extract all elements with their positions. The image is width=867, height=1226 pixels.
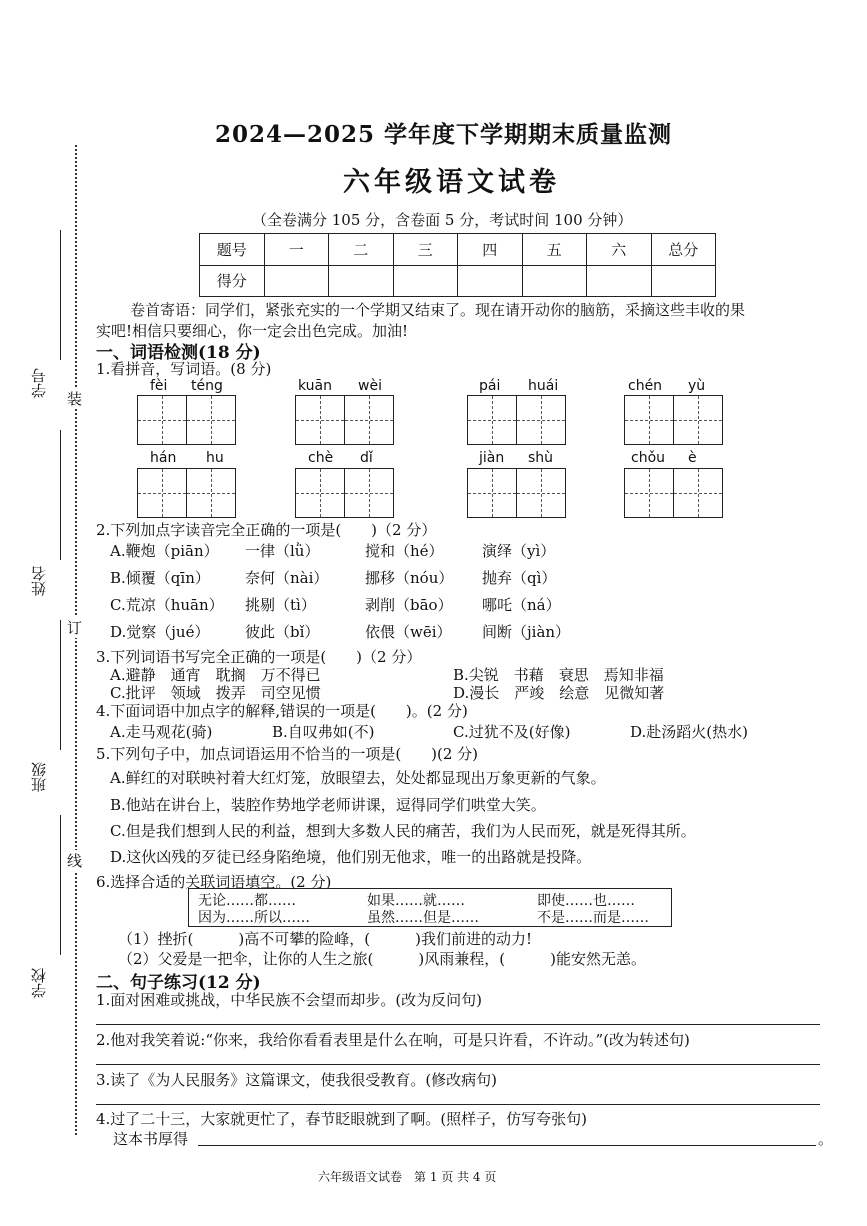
writing-grid[interactable] bbox=[295, 395, 392, 445]
q5-option: C.但是我们想到人民的利益，想到大多数人民的痛苦，我们为人民而死，就是死得其所。 bbox=[110, 822, 696, 840]
pinyin: dǐ bbox=[360, 450, 373, 466]
binding-mark-ding: 订 bbox=[67, 619, 83, 637]
score-input-cell[interactable] bbox=[458, 265, 523, 297]
pinyin: hán bbox=[150, 450, 177, 466]
exam-note: （全卷满分 105 分，含卷面 5 分，考试时间 100 分钟） bbox=[252, 211, 633, 229]
score-input-cell[interactable] bbox=[651, 265, 716, 297]
section1-heading: 一、词语检测(18 分) bbox=[96, 343, 261, 363]
pinyin: huái bbox=[528, 378, 559, 394]
intro-line-1: 卷首寄语：同学们，紧张充实的一个学期又结束了。现在请开动你的脑筋，采摘这些丰收的果 bbox=[130, 301, 746, 319]
pinyin: yù bbox=[688, 378, 706, 394]
score-header-cell: 三 bbox=[393, 234, 458, 266]
label-class: 班级 bbox=[30, 762, 48, 792]
pinyin: shù bbox=[528, 450, 554, 466]
score-input-cell[interactable] bbox=[587, 265, 652, 297]
q3-option: A.避静 通宵 耽搁 万不得已 bbox=[110, 666, 321, 684]
s2-q1: 1.面对困难或挑战，中华民族不会望而却步。(改为反问句) bbox=[96, 991, 483, 1009]
q2-option: 彼此（bǐ） bbox=[245, 623, 320, 641]
writing-grid[interactable] bbox=[467, 468, 564, 518]
score-input-cell[interactable] bbox=[329, 265, 394, 297]
q5-stem: 5.下列句子中，加点词语运用不恰当的一项是( )(2 分) bbox=[96, 745, 479, 763]
conjunction-option: 无论……都…… bbox=[198, 893, 296, 909]
q4-stem: 4.下面词语中加点字的解释,错误的一项是( )。(2 分) bbox=[96, 702, 468, 720]
score-header-cell: 六 bbox=[587, 234, 652, 266]
q2-option: 奈何（nài） bbox=[245, 569, 329, 587]
binding-mark-zhuang: 装 bbox=[67, 390, 83, 408]
writing-grid[interactable] bbox=[467, 395, 564, 445]
pinyin: wèi bbox=[358, 378, 382, 394]
score-label-cell: 得分 bbox=[200, 265, 265, 297]
q2-option: 哪吒（ná） bbox=[482, 596, 561, 614]
q5-option: A.鲜红的对联映衬着大红灯笼，放眼望去，处处都显现出万象更新的气象。 bbox=[110, 769, 606, 787]
q2-option: B.倾覆（qīn） bbox=[110, 569, 210, 587]
writing-grid[interactable] bbox=[624, 395, 721, 445]
q2-option: D.觉察（jué） bbox=[110, 623, 210, 641]
score-header-cell: 总分 bbox=[651, 234, 716, 266]
conjunction-box bbox=[188, 888, 672, 927]
score-table bbox=[199, 233, 716, 297]
q5-option: B.他站在讲台上，装腔作势地学老师讲课，逗得同学们哄堂大笑。 bbox=[110, 796, 546, 814]
score-header-cell: 五 bbox=[522, 234, 587, 266]
s2-q3: 3.读了《为人民服务》这篇课文，使我很受教育。(修改病句) bbox=[96, 1071, 498, 1089]
binding-dotted-line bbox=[75, 145, 77, 1135]
conjunction-option: 虽然……但是…… bbox=[367, 910, 479, 926]
pinyin: chén bbox=[628, 378, 663, 394]
q6-item: （1）挫折( )高不可攀的险峰，( )我们前进的动力! bbox=[118, 930, 532, 948]
pinyin: chǒu bbox=[631, 450, 666, 466]
answer-line[interactable] bbox=[96, 1024, 820, 1025]
pinyin: è bbox=[688, 450, 697, 466]
s2-q2: 2.他对我笑着说:“你来，我给你看看表里是什么在响，可是只许看，不许动。”(改为转述句) bbox=[96, 1031, 690, 1049]
student-number-field[interactable] bbox=[60, 230, 61, 360]
score-input-cell[interactable] bbox=[393, 265, 458, 297]
exam-title: 2024—2025 学年度下学期期末质量监测 bbox=[215, 121, 673, 148]
q5-option: D.这伙凶残的歹徒已经身陷绝境，他们别无他求，唯一的出路就是投降。 bbox=[110, 848, 592, 866]
s2-q4-prompt: 这本书厚得 bbox=[113, 1130, 189, 1148]
q2-option: 依偎（wēi） bbox=[365, 623, 452, 641]
q6-item: （2）父爱是一把伞，让你的人生之旅( )风雨兼程，( )能安然无恙。 bbox=[118, 950, 646, 968]
score-header-cell: 题号 bbox=[200, 234, 265, 266]
pinyin: fèi bbox=[150, 378, 168, 394]
q2-option: 间断（jiàn） bbox=[482, 623, 571, 641]
name-field[interactable] bbox=[60, 430, 61, 560]
exam-subtitle: 六年级语文试卷 bbox=[343, 167, 560, 198]
q2-option: 剥削（bāo） bbox=[365, 596, 453, 614]
conjunction-option: 因为……所以…… bbox=[198, 910, 310, 926]
q2-option: 抛弃（qì） bbox=[482, 569, 557, 587]
q2-option: 挪移（nóu） bbox=[365, 569, 454, 587]
answer-line[interactable] bbox=[96, 1104, 820, 1105]
conjunction-option: 不是……而是…… bbox=[537, 910, 649, 926]
q2-option: 演绎（yì） bbox=[482, 542, 556, 560]
q3-option: C.批评 领域 拨弄 司空见惯 bbox=[110, 684, 321, 702]
q1-stem: 1.看拼音，写词语。(8 分) bbox=[96, 360, 272, 378]
pinyin: kuān bbox=[298, 378, 333, 394]
answer-line[interactable] bbox=[198, 1145, 816, 1146]
writing-grid[interactable] bbox=[137, 468, 234, 518]
intro-line-2: 实吧!相信只要细心，你一定会出色完成。加油! bbox=[96, 322, 409, 340]
q2-option: 搅和（hé） bbox=[365, 542, 444, 560]
q2-option: 挑剔（tì） bbox=[245, 596, 316, 614]
q3-option: D.漫长 严竣 绘意 见微知著 bbox=[453, 684, 665, 702]
pinyin: téng bbox=[191, 378, 223, 394]
q2-option: A.鞭炮（piān） bbox=[110, 542, 219, 560]
s2-q4-end: 。 bbox=[818, 1130, 834, 1148]
writing-grid[interactable] bbox=[624, 468, 721, 518]
pinyin: hu bbox=[206, 450, 224, 466]
score-input-cell[interactable] bbox=[264, 265, 329, 297]
label-student-number: 学号 bbox=[30, 368, 48, 398]
score-header-cell: 四 bbox=[458, 234, 523, 266]
q4-option: C.过犹不及(好像) bbox=[453, 723, 571, 741]
pinyin: jiàn bbox=[479, 450, 505, 466]
q3-option: B.尖锐 书藉 衰思 焉知非福 bbox=[453, 666, 664, 684]
label-school: 学校 bbox=[30, 968, 48, 998]
score-header-cell: 一 bbox=[264, 234, 329, 266]
q2-stem: 2.下列加点字读音完全正确的一项是( )（2 分） bbox=[96, 521, 437, 539]
writing-grid[interactable] bbox=[295, 468, 392, 518]
pinyin: pái bbox=[479, 378, 501, 394]
q4-option: B.自叹弗如(不) bbox=[272, 723, 375, 741]
school-field[interactable] bbox=[60, 815, 61, 955]
conjunction-option: 即使……也…… bbox=[537, 893, 635, 909]
pinyin: chè bbox=[308, 450, 334, 466]
q4-option: A.走马观花(骑) bbox=[110, 723, 213, 741]
s2-q4: 4.过了二十三，大家就更忙了，春节眨眼就到了啊。(照样子，仿写夸张句) bbox=[96, 1110, 588, 1128]
writing-grid[interactable] bbox=[137, 395, 234, 445]
q3-stem: 3.下列词语书写完全正确的一项是( )（2 分） bbox=[96, 648, 422, 666]
q2-option: C.荒凉（huān） bbox=[110, 596, 224, 614]
q2-option: 一律（lǜ） bbox=[245, 542, 320, 560]
label-name: 姓名 bbox=[30, 566, 48, 596]
binding-mark-xian: 线 bbox=[67, 852, 83, 870]
score-input-cell[interactable] bbox=[522, 265, 587, 297]
page-footer: 六年级语文试卷 第 1 页 共 4 页 bbox=[318, 1170, 497, 1184]
score-header-cell: 二 bbox=[329, 234, 394, 266]
conjunction-option: 如果……就…… bbox=[367, 893, 465, 909]
class-field[interactable] bbox=[60, 620, 61, 750]
answer-line[interactable] bbox=[96, 1064, 820, 1065]
q6-stem: 6.选择合适的关联词语填空。(2 分) bbox=[96, 873, 332, 891]
q4-option: D.赴汤蹈火(热水) bbox=[630, 723, 748, 741]
section2-heading: 二、句子练习(12 分) bbox=[96, 973, 261, 993]
